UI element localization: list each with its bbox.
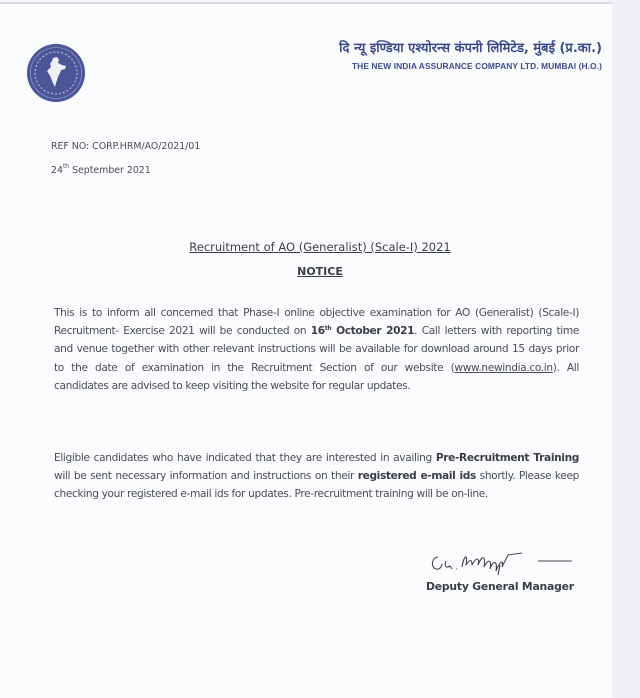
company-name-hindi: दि न्यू इण्डिया एश्योरन्स कंपनी लिमिटेड, मुंबई (प्र.का.)	[339, 41, 602, 56]
website-link[interactable]: www.newindia.co.in	[454, 361, 553, 374]
letter-date	[51, 165, 151, 176]
handwritten-signature-icon	[426, 547, 576, 577]
company-logo-seal-icon	[26, 43, 86, 103]
exam-day-suffix: th	[324, 325, 332, 333]
company-name-english: THE NEW INDIA ASSURANCE COMPANY LTD. MUMBAI (H.O.)	[351, 61, 602, 71]
notice-heading: NOTICE	[297, 265, 343, 278]
paragraph2-text-3: shortly. Please keep checking your registered e-mail ids for updates. Pre-recruitment training will be on-line.	[54, 470, 579, 501]
exam-day: 16	[310, 325, 325, 338]
paragraph1-text-1: This is to inform all concerned that Phase-I online objective examination for AO (Generalist) (Scale-I) Recruitment- Exercise 2021 will be conducted on	[54, 307, 579, 338]
reference-number: REF NO: CORP.HRM/AO/2021/01	[51, 141, 201, 152]
date-rest: September 2021	[69, 165, 151, 176]
date-day: 24	[51, 165, 63, 176]
signatory-designation: Deputy General Manager	[426, 580, 574, 593]
registered-email-bold: registered e-mail ids	[357, 470, 476, 483]
paragraph1-text-3: ). All candidates are advised to keep visiting the website for regular updates.	[54, 361, 579, 392]
paragraph-exam-info	[54, 304, 579, 395]
date-suffix: th	[62, 163, 70, 170]
exam-month-year: October 2021	[331, 325, 415, 338]
exam-date	[311, 325, 414, 337]
paragraph1-text-2: . Call letters with reporting time and venue together with other relevant instructions will be available for download around 15 days prior to the date of examination in the Recruitment Section of our website (	[54, 325, 579, 374]
pre-recruitment-training-bold: Pre-Recruitment Training	[435, 452, 579, 464]
paragraph-training-info	[54, 449, 579, 504]
paragraph2-text-2: will be sent necessary information and instructions on their	[54, 470, 358, 483]
page-edge-background	[612, 0, 640, 698]
document-page	[0, 2, 612, 698]
notice-title: Recruitment of AO (Generalist) (Scale-I) 2021	[189, 240, 451, 254]
paragraph2-text-1: Eligible candidates who have indicated that they are interested in availing	[54, 452, 436, 464]
